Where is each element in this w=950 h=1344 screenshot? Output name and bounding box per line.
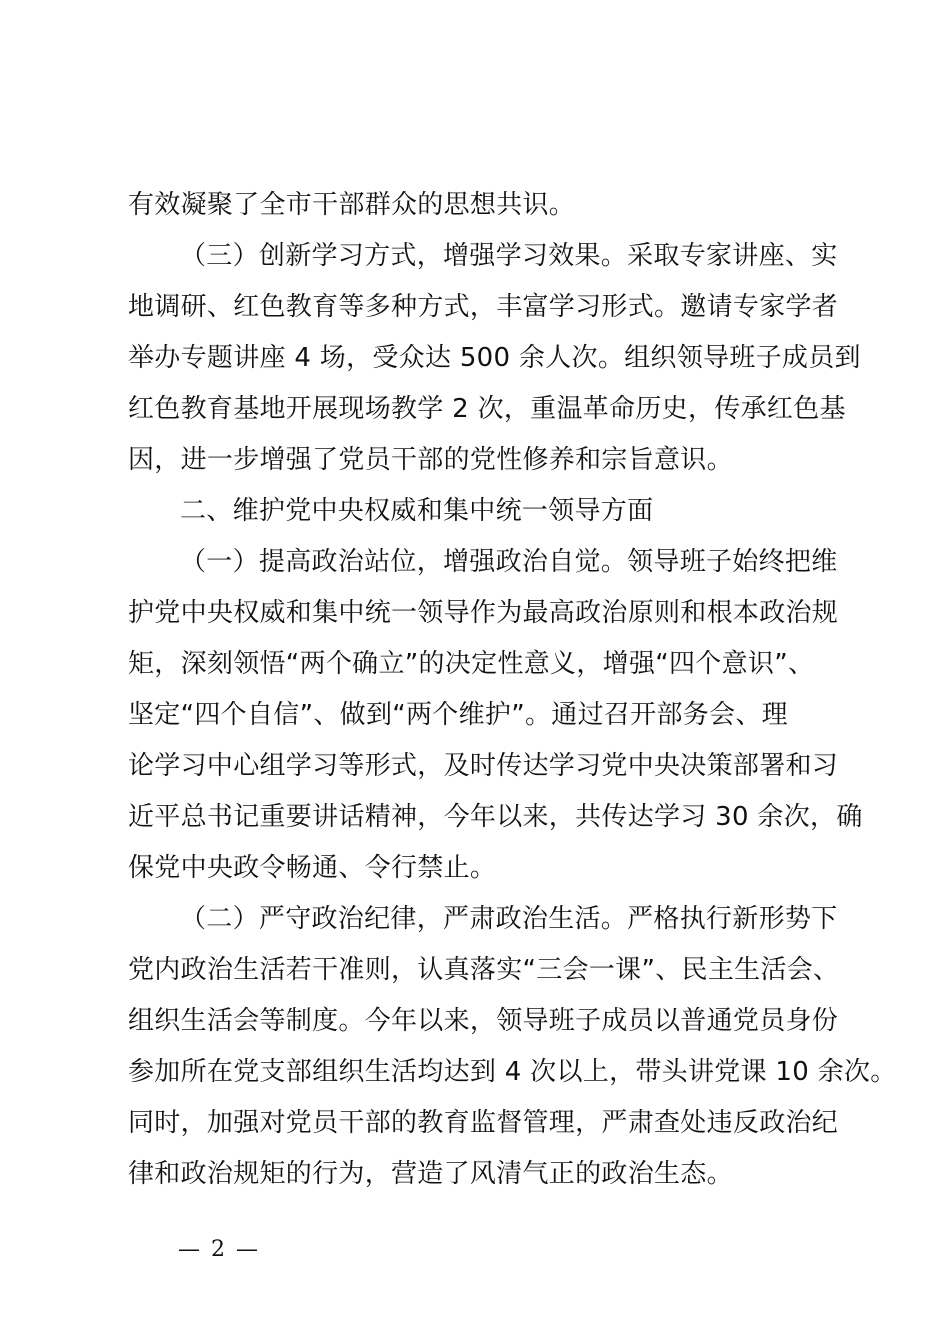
text-line: 有效凝聚了全市干部群众的思想共识。 [128,190,576,220]
text-line: 护党中央权威和集中统一领导作为最高政治原则和根本政治规 [128,598,839,628]
text-line: 论学习中心组学习等形式，及时传达学习党中央决策部署和习 [128,751,839,781]
text-line: 坚定“四个自信”、做到“两个维护”。通过召开部务会、理 [128,700,788,730]
text-line: 同时，加强对党员干部的教育监督管理，严肃查处违反政治纪 [128,1108,839,1138]
text-line: 组织生活会等制度。今年以来，领导班子成员以普通党员身份 [128,1006,839,1036]
text-line: 矩，深刻领悟“两个确立”的决定性意义，增强“四个意识”、 [128,649,815,679]
text-line: 参加所在党支部组织生活均达到 4 次以上，带头讲党课 10 余次。 [128,1057,897,1087]
text-line: 因，进一步增强了党员干部的党性修养和宗旨意识。 [128,445,733,475]
text-line: 近平总书记重要讲话精神，今年以来，共传达学习 30 余次，确 [128,802,863,832]
text-line: （一）提高政治站位，增强政治自觉。领导班子始终把维 [180,547,838,577]
body-text [128,180,897,1200]
page-number: — 2 — [178,1237,260,1262]
text-line: 保党中央政令畅通、令行禁止。 [128,853,497,883]
text-line: 地调研、红色教育等多种方式，丰富学习形式。邀请专家学者 [128,292,839,322]
text-line: 党内政治生活若干准则，认真落实“三会一课”、民主生活会、 [128,955,840,985]
text-line: 律和政治规矩的行为，营造了风清气正的政治生态。 [128,1159,733,1189]
text-line: （三）创新学习方式，增强学习效果。采取专家讲座、实 [180,241,838,271]
text-line: （二）严守政治纪律，严肃政治生活。严格执行新形势下 [180,904,838,934]
text-line: 举办专题讲座 4 场，受众达 500 余人次。组织领导班子成员到 [128,343,861,373]
text-line: 红色教育基地开展现场教学 2 次，重温革命历史，传承红色基 [128,394,846,424]
section-heading: 二、维护党中央权威和集中统一领导方面 [180,496,654,526]
